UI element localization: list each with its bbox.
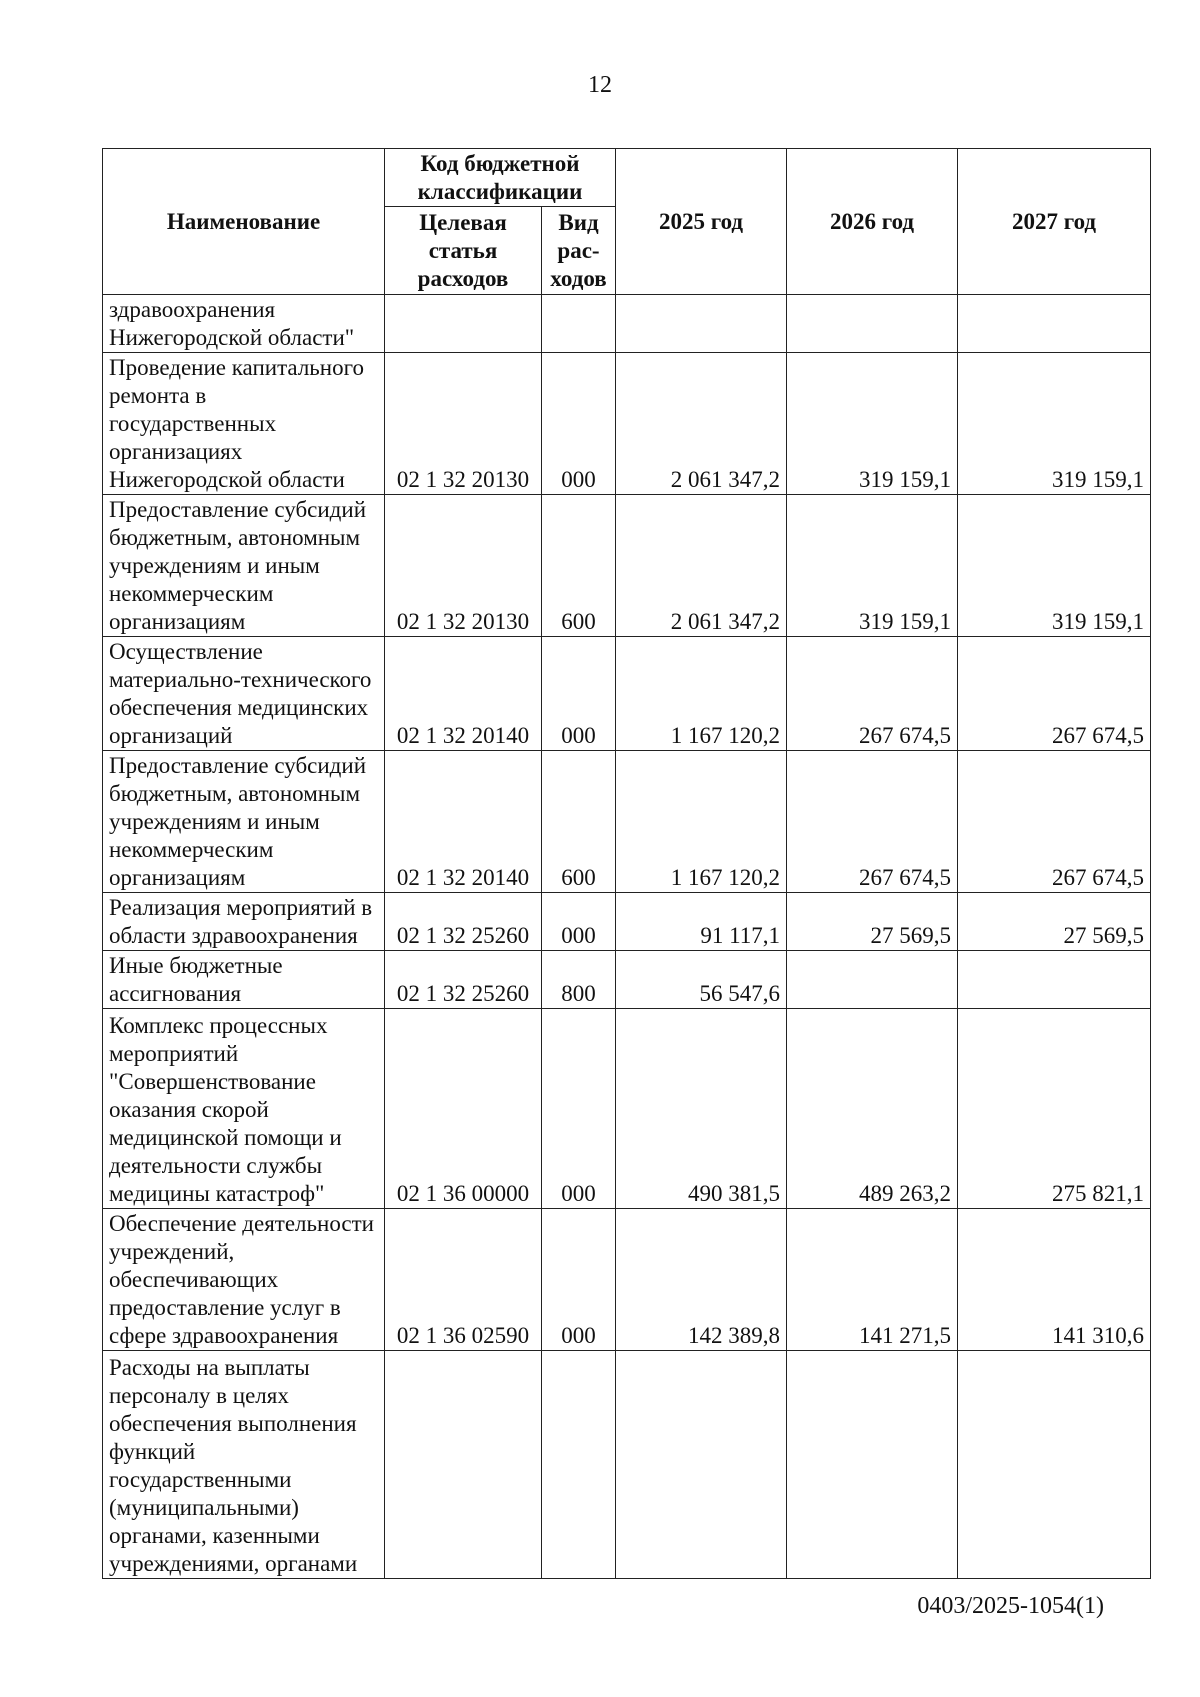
table-row [103,1209,1151,1351]
row-amount-2027: 319 159,1 [958,353,1151,495]
document-code: 0403/2025-1054(1) [917,1593,1104,1619]
row-expense-type [542,1351,616,1579]
row-expense-type: 600 [542,495,616,637]
table-row [103,751,1151,893]
row-target-item [385,295,542,353]
row-name: Предоставление субсидий бюджетным, автономным учреждениям и иным некоммерческим организациям [103,495,385,637]
row-amount-2025: 56 547,6 [616,951,787,1009]
row-name: Проведение капитального ремонта в государственных организациях Нижегородской области [103,353,385,495]
row-amount-2026 [787,1351,958,1579]
row-name: Обеспечение деятельности учреждений, обеспечивающих предоставление услуг в сфере здравоохранения [103,1209,385,1351]
row-target-item [385,1351,542,1579]
row-target-item: 02 1 32 20140 [385,751,542,893]
row-name: Осуществление материально-технического обеспечения медицинских организаций [103,637,385,751]
row-expense-type: 000 [542,637,616,751]
header-2026: 2026 год [787,149,958,295]
row-target-item: 02 1 36 02590 [385,1209,542,1351]
row-amount-2025: 142 389,8 [616,1209,787,1351]
row-amount-2026: 489 263,2 [787,1009,958,1209]
header-code-group: Код бюджетной классификации [385,149,616,207]
row-amount-2025: 91 117,1 [616,893,787,951]
row-target-item: 02 1 32 25260 [385,893,542,951]
row-expense-type: 800 [542,951,616,1009]
table-row [103,893,1151,951]
row-expense-type [542,295,616,353]
row-amount-2026 [787,295,958,353]
row-amount-2026: 267 674,5 [787,751,958,893]
row-name: Комплекс процессных мероприятий "Совершенствование оказания скорой медицинской помощи и деятельности службы медицины катастроф" [103,1009,385,1209]
row-amount-2027 [958,1351,1151,1579]
row-amount-2026: 319 159,1 [787,353,958,495]
row-amount-2027: 275 821,1 [958,1009,1151,1209]
row-amount-2026: 319 159,1 [787,495,958,637]
row-amount-2025: 1 167 120,2 [616,637,787,751]
table-row [103,1009,1151,1209]
row-name: Реализация мероприятий в области здравоохранения [103,893,385,951]
budget-table [102,148,1151,1579]
row-expense-type: 000 [542,1209,616,1351]
row-amount-2026 [787,951,958,1009]
table-row [103,951,1151,1009]
row-expense-type: 000 [542,353,616,495]
row-amount-2027: 27 569,5 [958,893,1151,951]
row-target-item: 02 1 32 20130 [385,495,542,637]
row-amount-2025 [616,295,787,353]
header-2025: 2025 год [616,149,787,295]
row-expense-type: 000 [542,1009,616,1209]
page-number: 12 [588,72,612,98]
row-target-item: 02 1 32 25260 [385,951,542,1009]
header-2027: 2027 год [958,149,1151,295]
row-amount-2025 [616,1351,787,1579]
row-amount-2027: 267 674,5 [958,637,1151,751]
row-amount-2027 [958,951,1151,1009]
row-expense-type: 600 [542,751,616,893]
table-row [103,353,1151,495]
table-row [103,637,1151,751]
table-row [103,495,1151,637]
row-amount-2026: 141 271,5 [787,1209,958,1351]
row-expense-type: 000 [542,893,616,951]
row-target-item: 02 1 32 20130 [385,353,542,495]
table-row [103,1351,1151,1579]
row-target-item: 02 1 36 00000 [385,1009,542,1209]
row-amount-2026: 267 674,5 [787,637,958,751]
row-amount-2025: 490 381,5 [616,1009,787,1209]
row-target-item: 02 1 32 20140 [385,637,542,751]
row-amount-2025: 1 167 120,2 [616,751,787,893]
row-amount-2027: 267 674,5 [958,751,1151,893]
row-amount-2025: 2 061 347,2 [616,353,787,495]
row-name: Предоставление субсидий бюджетным, автономным учреждениям и иным некоммерческим организациям [103,751,385,893]
header-name: Наименование [103,149,385,295]
row-amount-2027: 319 159,1 [958,495,1151,637]
row-amount-2027 [958,295,1151,353]
row-name: Расходы на выплаты персоналу в целях обеспечения выполнения функций государственными (муниципальными) органами, казенными учреждениями, органами [103,1351,385,1579]
row-name: Иные бюджетные ассигнования [103,951,385,1009]
header-target-item: Целевая статья расходов [385,207,542,295]
row-amount-2027: 141 310,6 [958,1209,1151,1351]
row-amount-2026: 27 569,5 [787,893,958,951]
table-row [103,295,1151,353]
row-name: здравоохранения Нижегородской области" [103,295,385,353]
header-expense-type: Вид рас-ходов [542,207,616,295]
row-amount-2025: 2 061 347,2 [616,495,787,637]
